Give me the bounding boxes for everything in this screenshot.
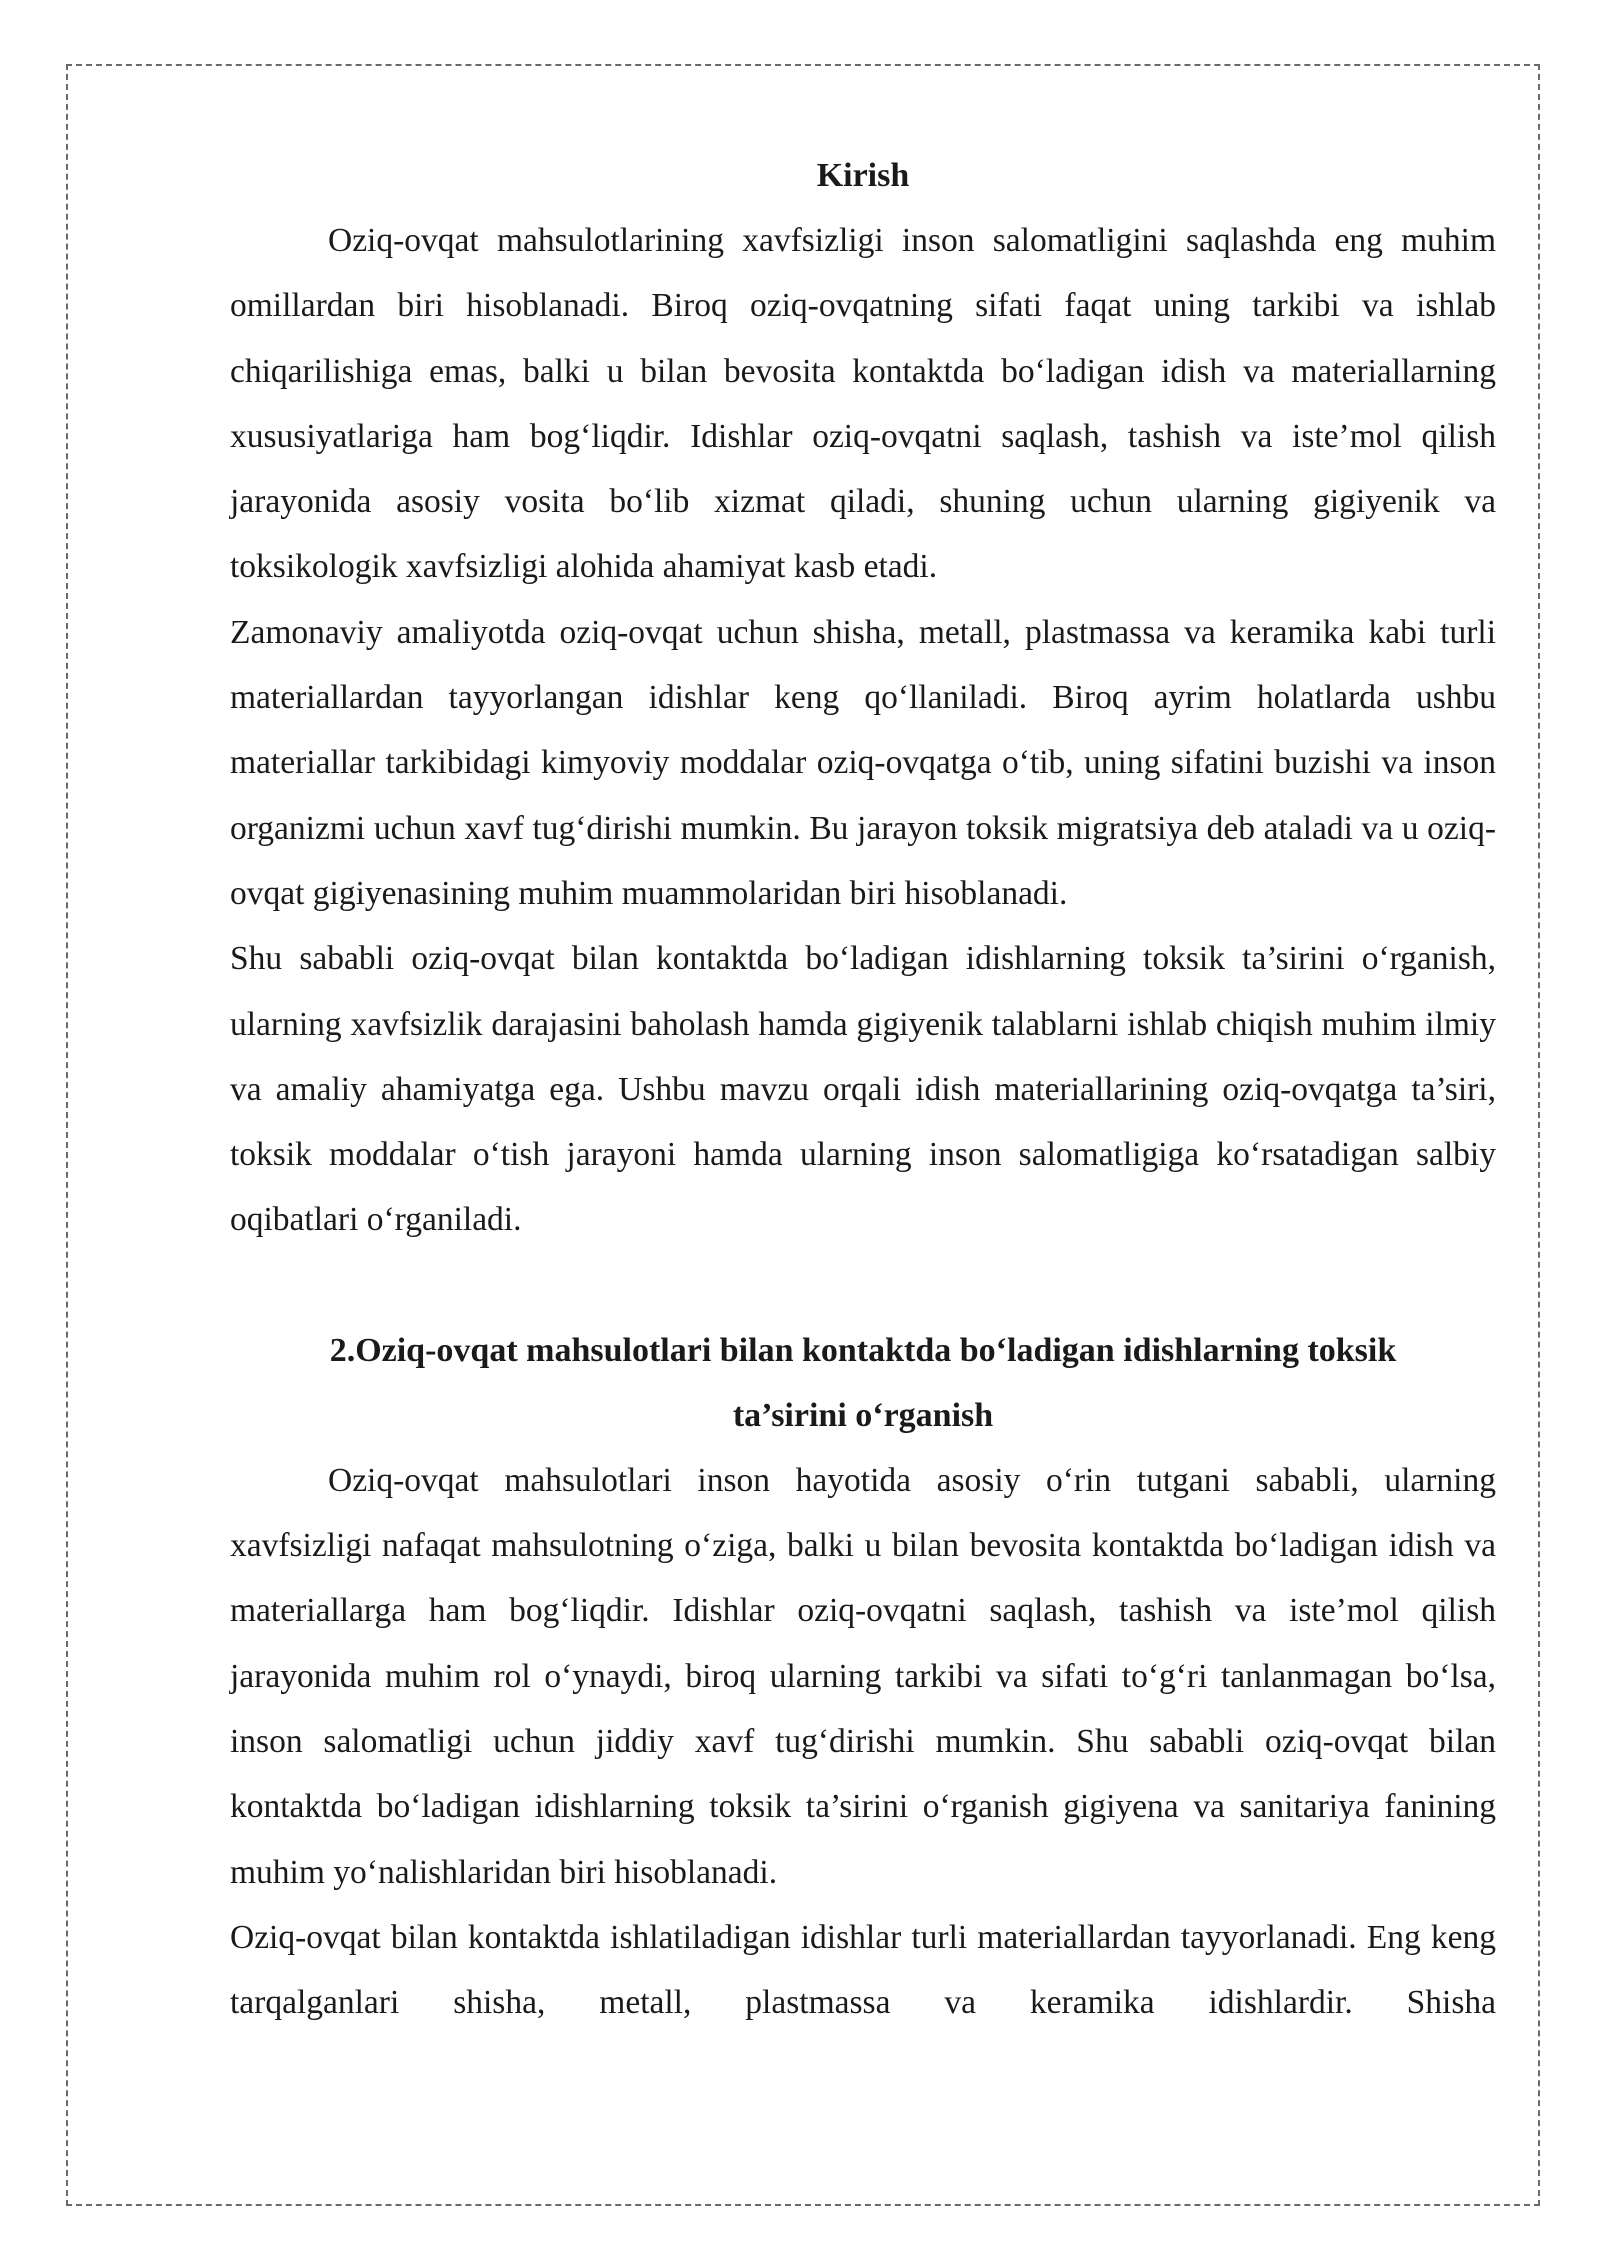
section-2-heading-line-1: 2.Oziq-ovqat mahsulotlari bilan kontaktda bo‘ladigan idishlarning toksik <box>329 1331 1397 1369</box>
intro-paragraph-2: Zamonaviy amaliyotda oziq-ovqat uchun shisha, metall, plastmassa va keramika kabi turli materiallardan tayyorlangan idishlar keng qo‘llaniladi. Biroq ayrim holatlarda ushbu materiallar tarkibidagi kimyoviy moddalar oziq-ovqatga o‘tib, uning sifatini buzishi va inson organizmi uchun xavf tug‘dirishi mumkin. Bu jarayon toksik migratsiya deb ataladi va u oziq-ovqat gigiyenasining muhim muammolaridan biri hisoblanadi. <box>230 613 1496 912</box>
section-2-paragraph-2: Oziq-ovqat bilan kontaktda ishlatiladigan idishlar turli materiallardan tayyorlanadi. Eng keng tarqalganlari shisha, metall, plastmassa va keramika idishlardir. Shisha <box>230 1918 1496 2022</box>
document-body <box>230 143 1496 2035</box>
section-spacer <box>230 1253 1496 1318</box>
intro-paragraph-3: Shu sababli oziq-ovqat bilan kontaktda bo‘ladigan idishlarning toksik ta’sirini o‘rganish, ularning xavfsizlik darajasini baholash hamda gigiyenik talablarni ishlab chiqish muhim ilmiy va amaliy ahamiyatga ega. Ushbu mavzu orqali idish materiallarining oziq-ovqatga ta’siri, toksik moddalar o‘tish jarayoni hamda ularning inson salomatligiga ko‘rsatadigan salbiy oqibatlari o‘rganiladi. <box>230 940 1496 1239</box>
section-2-heading <box>230 1318 1496 1448</box>
section-2-paragraph-1: Oziq-ovqat mahsulotlari inson hayotida asosiy o‘rin tutgani sababli, ularning xavfsizligi nafaqat mahsulotning o‘ziga, balki u bilan bevosita kontaktda bo‘ladigan idish va materiallarga ham bog‘liqdir. Idishlar oziq-ovqatni saqlash, tashish va iste’mol qilish jarayonida muhim rol o‘ynaydi, biroq ularning tarkibi va sifati to‘g‘ri tanlanmagan bo‘lsa, inson salomatligi uchun jiddiy xavf tug‘dirishi mumkin. Shu sababli oziq-ovqat bilan kontaktda bo‘ladigan idishlarning toksik ta’sirini o‘rganish gigiyena va sanitariya fanining muhim yo‘nalishlaridan biri hisoblanadi. <box>230 1461 1496 1891</box>
intro-paragraph-1: Oziq-ovqat mahsulotlarining xavfsizligi inson salomatligini saqlashda eng muhim omillardan biri hisoblanadi. Biroq oziq-ovqatning sifati faqat uning tarkibi va ishlab chiqarilishiga emas, balki u bilan bevosita kontaktda bo‘ladigan idish va materiallarning xususiyatlariga ham bog‘liqdir. Idishlar oziq-ovqatni saqlash, tashish va iste’mol qilish jarayonida asosiy vosita bo‘lib xizmat qiladi, shuning uchun ularning gigiyenik va toksikologik xavfsizligi alohida ahamiyat kasb etadi. <box>230 222 1496 586</box>
intro-heading: Kirish <box>816 157 910 194</box>
section-2-heading-line-2: ta’sirini o‘rganish <box>732 1396 994 1434</box>
